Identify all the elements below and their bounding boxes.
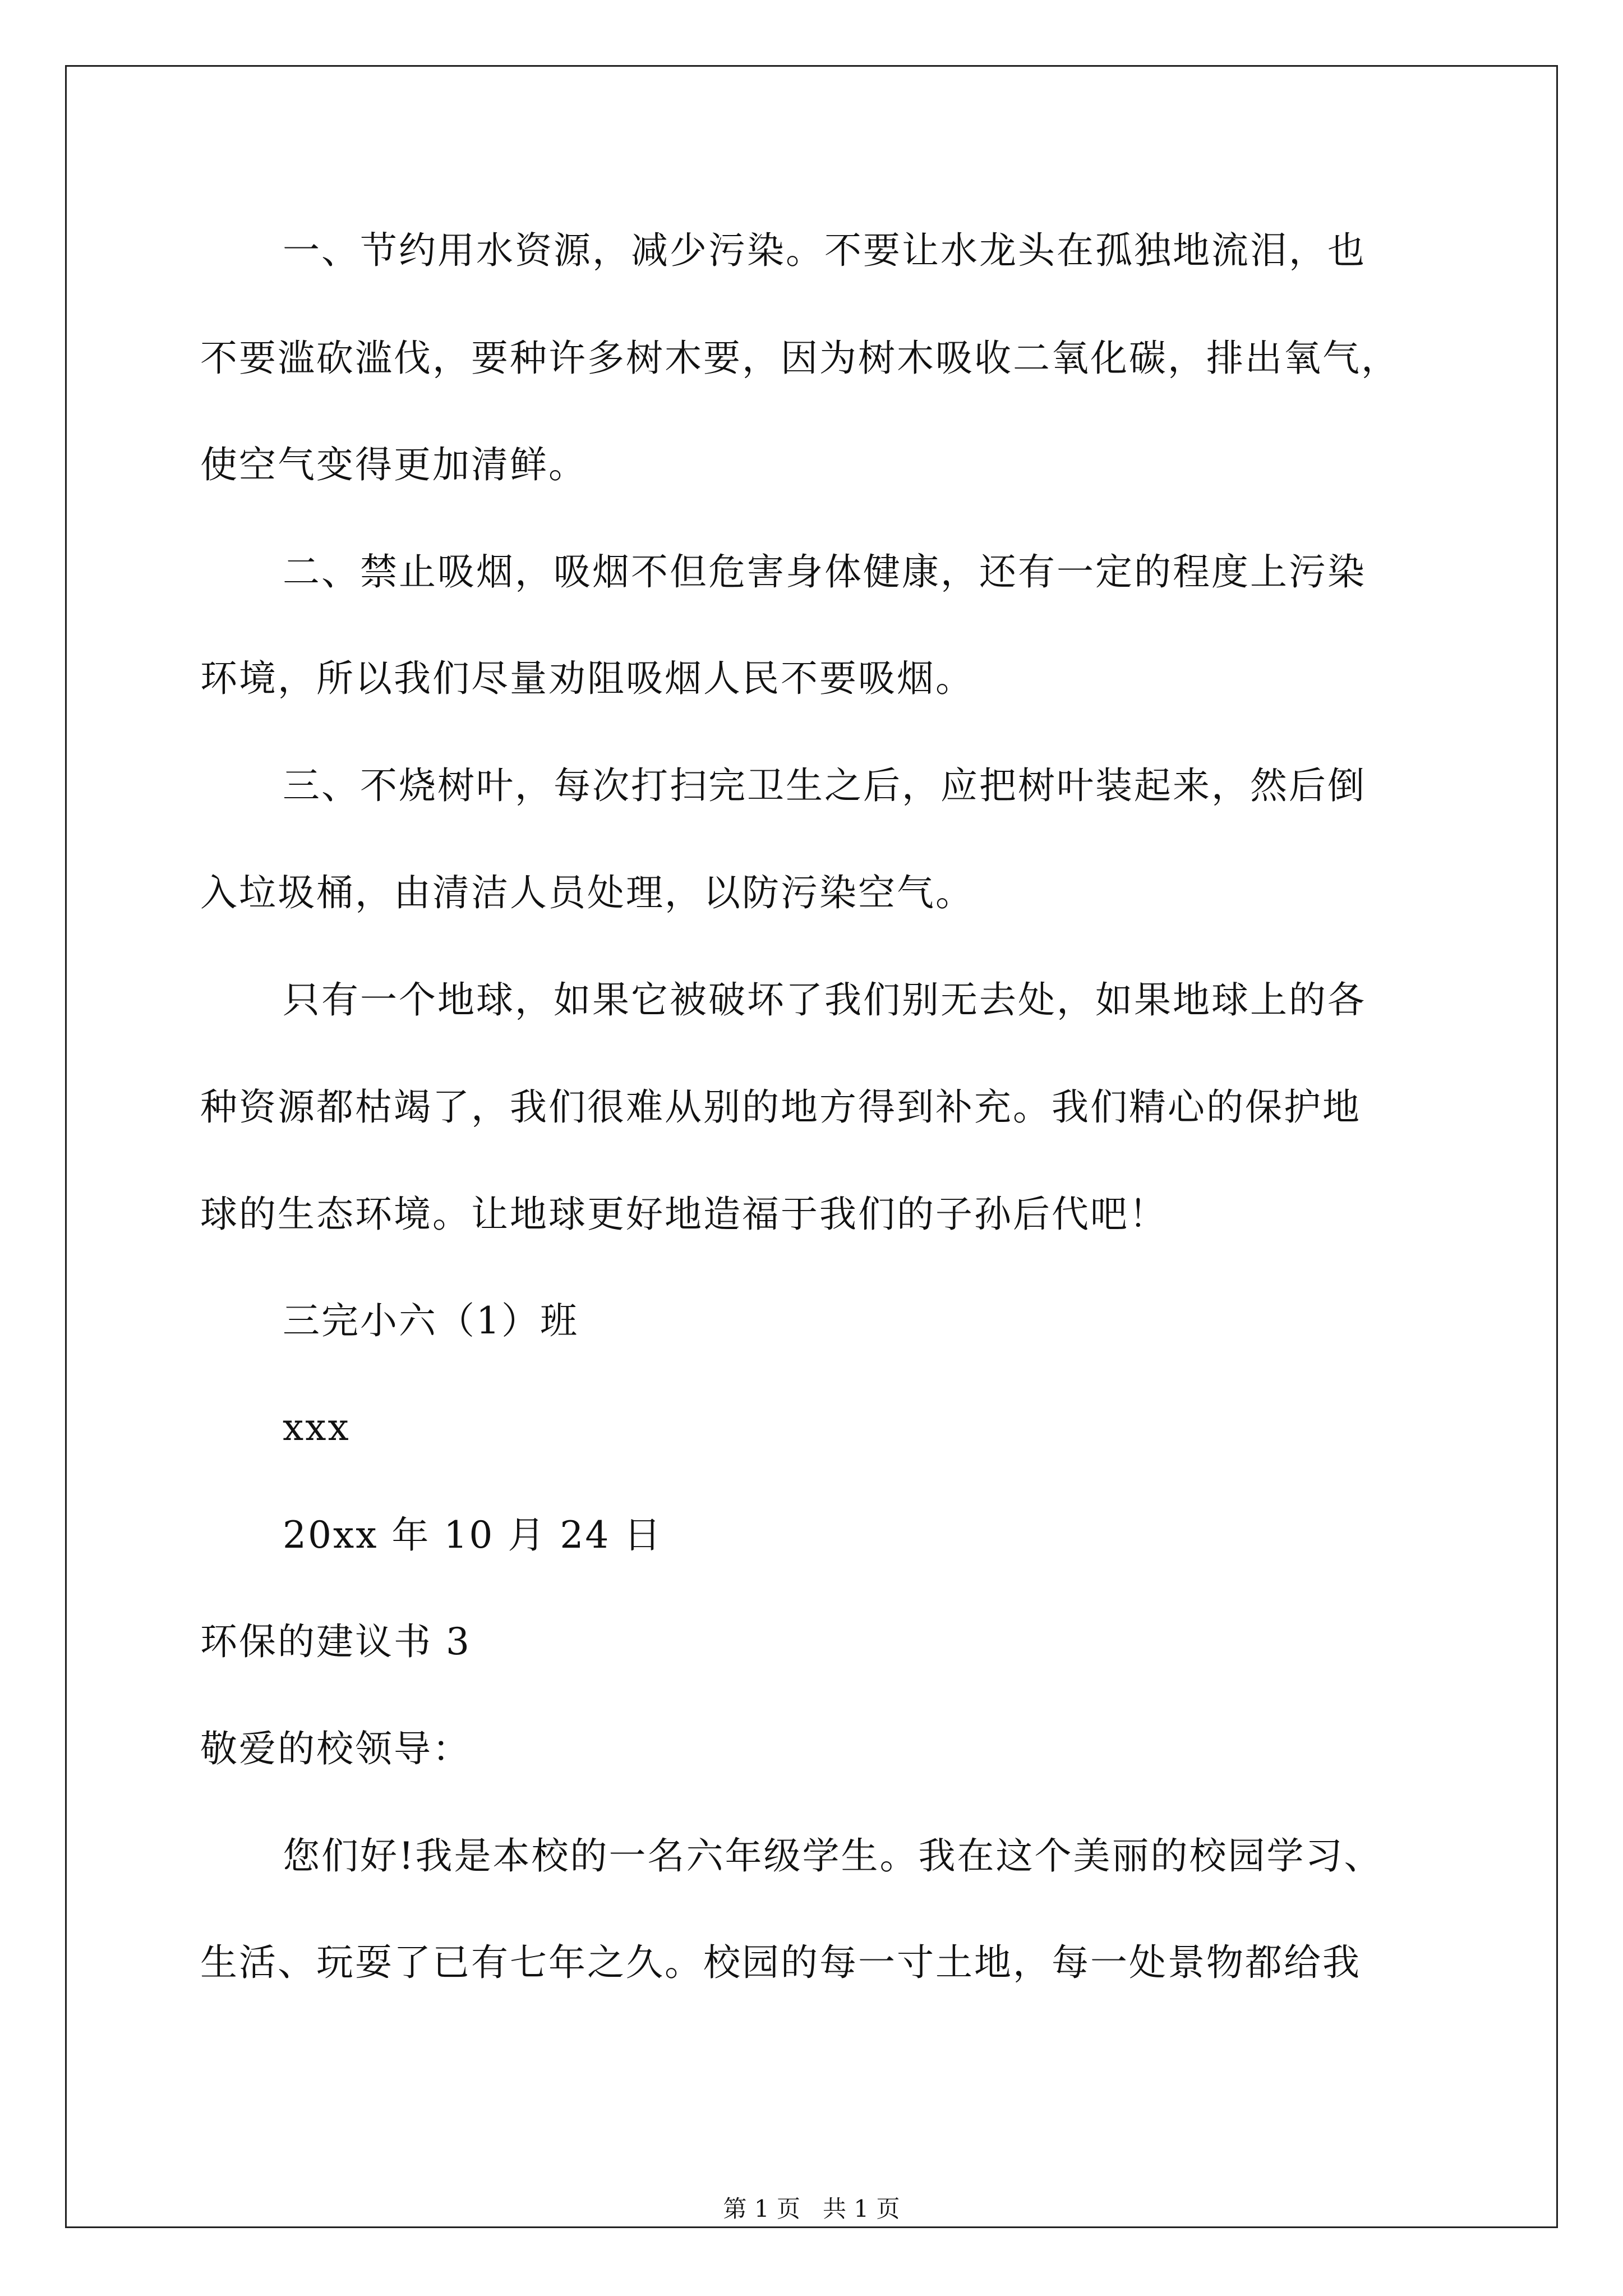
page-number-footer: 第 1 页 共 1 页 [723,2195,900,2223]
paragraph-line: 球的生态环境。让地球更好地造福于我们的子孙后代吧！ [200,1193,1168,1236]
paragraph-line: 三、不烧树叶，每次打扫完卫生之后，应把树叶装起来，然后倒 [283,764,1366,807]
paragraph-line: 不要滥砍滥伐，要种许多树木要，因为树木吸收二氧化碳，排出氧气， [200,337,1400,380]
signature-name: xxx [283,1406,351,1449]
signature-date: 20xx 年 10 月 24 日 [283,1513,663,1557]
paragraph-line: 种资源都枯竭了，我们很难从别的地方得到补充。我们精心的保护地 [200,1085,1361,1129]
paragraph-line: 只有一个地球，如果它被破坏了我们别无去处，如果地球上的各 [283,978,1366,1022]
section-heading: 环保的建议书 3 [200,1620,471,1663]
paragraph-line: 一、节约用水资源，减少污染。不要让水龙头在孤独地流泪，也 [283,229,1366,272]
paragraph-line: 入垃圾桶，由清洁人员处理，以防污染空气。 [200,871,974,914]
salutation: 敬爱的校领导： [200,1727,471,1770]
signature-class: 三完小六（1）班 [283,1299,579,1342]
paragraph-line: 生活、玩耍了已有七年之久。校园的每一寸土地，每一处景物都给我 [200,1941,1361,1984]
page-border [65,65,1558,2228]
paragraph-line: 使空气变得更加清鲜。 [200,443,587,486]
paragraph-line: 您们好!我是本校的一名六年级学生。我在这个美丽的校园学习、 [283,1834,1383,1878]
paragraph-line: 二、禁止吸烟，吸烟不但危害身体健康，还有一定的程度上污染 [283,550,1366,593]
paragraph-line: 环境，所以我们尽量劝阻吸烟人民不要吸烟。 [200,657,974,700]
